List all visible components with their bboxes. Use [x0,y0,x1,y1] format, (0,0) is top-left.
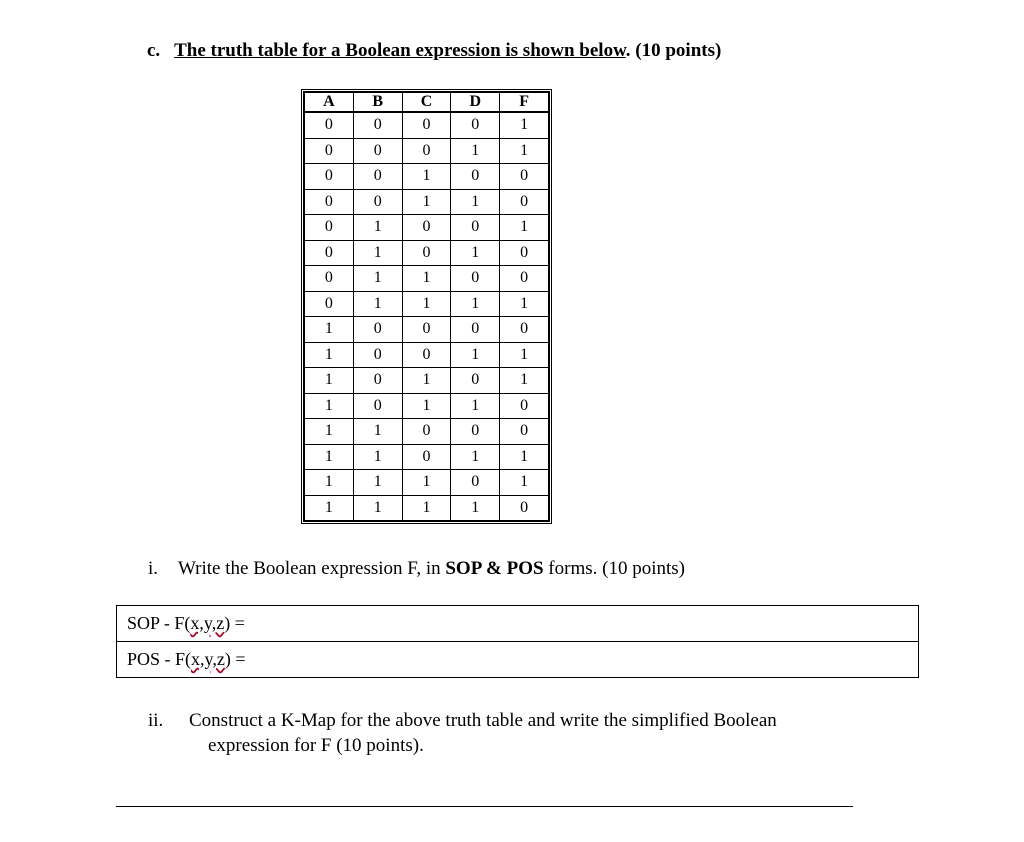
table-cell-f: 1 [500,112,549,138]
table-row [305,444,549,469]
table-cell-b: 1 [353,240,402,265]
pos-label: POS [506,558,544,579]
table-cell-b: 0 [353,138,402,163]
table-cell-c: 0 [402,112,451,138]
question-i [148,558,685,580]
table-cell-c: 1 [402,393,451,418]
table-cell-f: 0 [500,164,549,189]
question-ii [148,708,849,758]
table-cell-a: 1 [305,419,354,444]
table-cell-f: 0 [500,495,549,521]
pos-variables: x,y,z [191,649,225,669]
table-cell-f: 0 [500,266,549,291]
table-cell-d: 0 [451,164,500,189]
table-row [305,215,549,240]
table-cell-f: 1 [500,291,549,316]
table-row [305,393,549,418]
table-cell-d: 1 [451,444,500,469]
table-cell-c: 1 [402,164,451,189]
truth-table-header-row [305,93,549,113]
table-cell-b: 1 [353,470,402,495]
question-i-text-after: forms. (10 points) [543,558,685,579]
table-cell-f: 0 [500,189,549,214]
table-row [305,368,549,393]
table-cell-f: 1 [500,342,549,367]
table-cell-a: 0 [305,189,354,214]
table-cell-d: 1 [451,393,500,418]
table-cell-b: 0 [353,393,402,418]
answer-box [116,605,919,678]
table-row [305,317,549,342]
question-letter: c. [147,40,161,61]
table-cell-c: 0 [402,444,451,469]
table-cell-d: 0 [451,470,500,495]
question-heading [147,40,721,62]
table-cell-a: 1 [305,342,354,367]
table-cell-d: 0 [451,419,500,444]
table-cell-d: 0 [451,368,500,393]
table-cell-a: 1 [305,495,354,521]
table-cell-d: 1 [451,138,500,163]
table-cell-c: 1 [402,189,451,214]
table-row [305,495,549,521]
table-cell-a: 1 [305,368,354,393]
truth-table-header-f: F [500,93,549,113]
table-row [305,342,549,367]
table-cell-c: 1 [402,368,451,393]
table-row [305,419,549,444]
table-cell-b: 0 [353,342,402,367]
sop-prefix: SOP - F( [127,613,191,633]
table-row [305,266,549,291]
table-cell-c: 0 [402,240,451,265]
truth-table-header-a: A [305,93,354,113]
table-row [305,240,549,265]
question-ii-number: ii. [148,710,164,731]
table-cell-d: 1 [451,240,500,265]
sop-variables: x,y,z [190,613,225,633]
table-cell-b: 0 [353,164,402,189]
table-row [305,470,549,495]
table-cell-b: 1 [353,444,402,469]
table-cell-b: 1 [353,495,402,521]
table-cell-c: 0 [402,317,451,342]
question-title: The truth table for a Boolean expression is shown below [174,40,626,61]
table-cell-f: 1 [500,368,549,393]
question-i-text-before: Write the Boolean expression F, in [178,558,446,579]
table-cell-d: 1 [451,189,500,214]
table-cell-b: 0 [353,112,402,138]
table-cell-d: 1 [451,495,500,521]
table-cell-d: 0 [451,112,500,138]
table-cell-d: 0 [451,266,500,291]
question-i-number: i. [148,558,159,579]
truth-table-header-b: B [353,93,402,113]
table-row [305,138,549,163]
table-cell-d: 0 [451,317,500,342]
table-cell-d: 1 [451,342,500,367]
sop-answer-row[interactable] [117,606,918,641]
table-cell-a: 0 [305,112,354,138]
table-cell-b: 1 [353,215,402,240]
truth-table-header-d: D [451,93,500,113]
table-row [305,164,549,189]
table-cell-f: 0 [500,419,549,444]
table-cell-c: 1 [402,470,451,495]
table-row [305,291,549,316]
answer-line[interactable] [116,806,853,807]
table-cell-c: 0 [402,215,451,240]
table-cell-a: 1 [305,444,354,469]
table-cell-b: 1 [353,419,402,444]
table-cell-c: 0 [402,419,451,444]
table-cell-b: 1 [353,291,402,316]
table-row [305,189,549,214]
table-cell-b: 0 [353,317,402,342]
question-ii-line1: Construct a K-Map for the above truth table and write the simplified Boolean [189,710,777,731]
table-cell-f: 0 [500,393,549,418]
table-cell-c: 1 [402,266,451,291]
table-cell-b: 1 [353,266,402,291]
table-cell-d: 0 [451,215,500,240]
sop-label: SOP [445,558,482,579]
table-cell-c: 0 [402,138,451,163]
table-cell-c: 1 [402,495,451,521]
pos-answer-row[interactable] [117,641,918,676]
table-cell-f: 1 [500,444,549,469]
table-cell-d: 1 [451,291,500,316]
question-points: . (10 points) [625,40,722,61]
table-cell-b: 0 [353,189,402,214]
table-cell-a: 0 [305,164,354,189]
pos-prefix: POS - F( [127,649,192,669]
table-cell-a: 0 [305,215,354,240]
table-cell-a: 0 [305,291,354,316]
ampersand: & [481,558,507,579]
table-cell-f: 1 [500,470,549,495]
table-cell-f: 0 [500,317,549,342]
question-ii-line2: expression for F (10 points). [208,735,424,756]
table-cell-f: 1 [500,215,549,240]
table-cell-f: 1 [500,138,549,163]
cropped-previous-text [240,0,540,2]
table-cell-b: 0 [353,368,402,393]
table-cell-a: 0 [305,138,354,163]
table-cell-c: 0 [402,342,451,367]
pos-suffix: ) = [224,649,246,669]
table-cell-a: 1 [305,470,354,495]
sop-suffix: ) = [224,613,245,633]
table-cell-a: 1 [305,317,354,342]
truth-table [301,89,552,524]
table-cell-a: 0 [305,266,354,291]
table-cell-a: 0 [305,240,354,265]
truth-table-header-c: C [402,93,451,113]
table-cell-f: 0 [500,240,549,265]
table-row [305,112,549,138]
table-cell-c: 1 [402,291,451,316]
table-cell-a: 1 [305,393,354,418]
